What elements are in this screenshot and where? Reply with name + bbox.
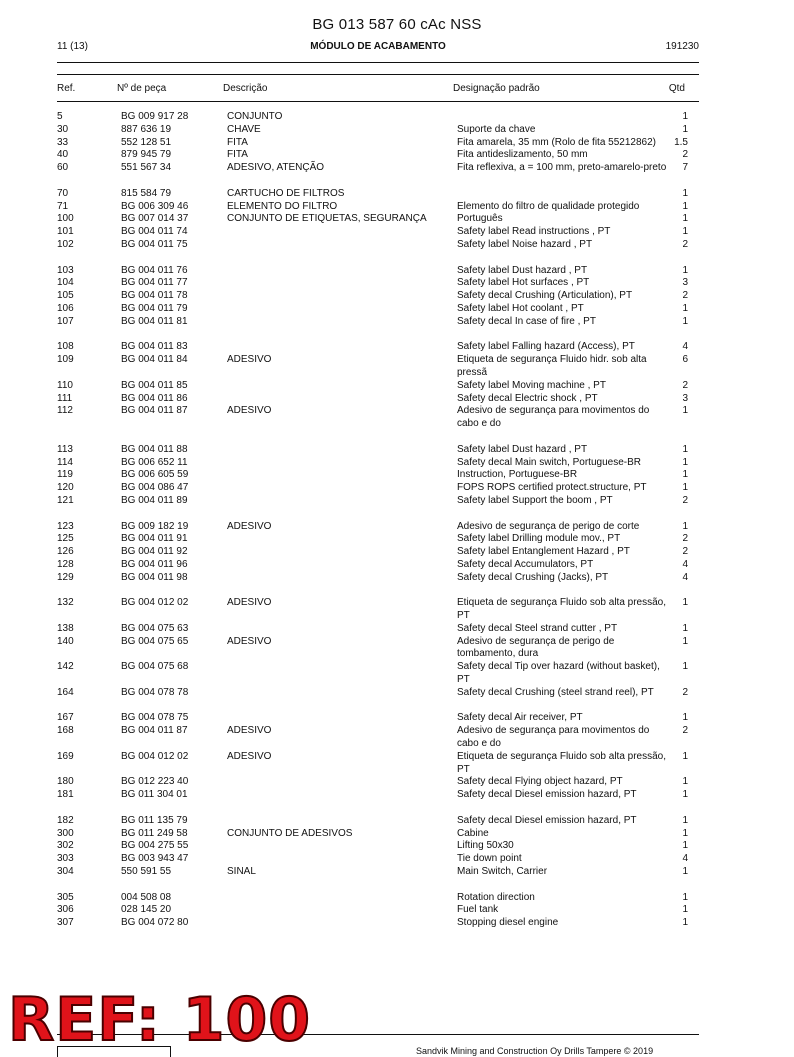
ref-cell: 169	[57, 750, 74, 762]
standard-designation-cell	[457, 111, 667, 124]
quantity-cell: 1	[682, 405, 688, 417]
column-ref: Ref.	[57, 83, 76, 94]
ref-cell: 164	[57, 686, 74, 698]
standard-designation-cell: Safety decal Air receiver, PT	[457, 712, 583, 724]
quantity-cell: 1	[682, 827, 688, 839]
table-row	[57, 213, 699, 226]
standard-designation-cell: Safety label Hot surfaces , PT	[457, 277, 590, 289]
standard-designation-cell: Safety decal Electric shock , PT	[457, 392, 598, 404]
quantity-cell: 1	[682, 866, 688, 878]
ref-cell: 119	[57, 469, 73, 481]
standard-designation-cell: Safety label Moving machine , PT	[457, 379, 606, 391]
part-number-cell: 887 636 19	[121, 123, 172, 135]
ref-cell: 103	[57, 264, 74, 276]
standard-designation-cell: Safety label Support the boom , PT	[457, 494, 613, 506]
ref-cell: 138	[57, 622, 74, 634]
quantity-cell: 1	[682, 111, 688, 122]
part-number-cell: BG 004 011 86	[121, 392, 188, 404]
part-number-cell: BG 004 012 02	[121, 750, 189, 762]
part-number-cell: BG 004 011 81	[121, 315, 188, 327]
quantity-cell: 3	[682, 392, 688, 404]
standard-designation-cell: Safety decal Diesel emission hazard, PT	[457, 814, 637, 826]
group-spacer	[57, 431, 699, 444]
table-row	[57, 265, 699, 278]
ref-cell: 113	[57, 443, 73, 455]
table-row	[57, 482, 699, 495]
ref-cell: 5	[57, 111, 63, 122]
quantity-cell: 1	[682, 789, 688, 801]
quantity-cell: 1	[682, 750, 688, 762]
table-row	[57, 341, 699, 354]
ref-cell: 107	[57, 315, 74, 327]
ref-cell: 108	[57, 341, 74, 353]
ref-cell: 128	[57, 558, 74, 570]
part-number-cell: BG 004 011 98	[121, 571, 188, 583]
table-row	[57, 572, 699, 585]
ref-cell: 121	[57, 494, 74, 506]
part-number-cell: BG 004 011 76	[121, 264, 188, 276]
quantity-cell: 1	[682, 776, 688, 788]
table-row	[57, 725, 699, 751]
table-row	[57, 495, 699, 508]
column-part-number: Nº de peça	[117, 83, 167, 94]
table-row	[57, 111, 699, 124]
description-cell: CHAVE	[227, 123, 261, 135]
quantity-cell: 1	[682, 712, 688, 724]
group-spacer	[57, 252, 699, 265]
table-row	[57, 277, 699, 290]
quantity-cell: 1	[682, 200, 688, 212]
table-row	[57, 687, 699, 700]
standard-designation-cell: Stopping diesel engine	[457, 917, 559, 929]
part-number-cell: BG 009 182 19	[121, 520, 189, 532]
ref-cell: 123	[57, 520, 74, 532]
standard-designation-cell: Safety label Dust hazard , PT	[457, 443, 588, 455]
quantity-cell: 1	[682, 520, 688, 532]
page-number: 11 (13)	[57, 41, 88, 52]
description-cell: ADESIVO	[227, 405, 272, 417]
ref-cell: 60	[57, 162, 69, 174]
quantity-cell: 4	[682, 341, 688, 353]
quantity-cell: 2	[682, 149, 688, 161]
table-row	[57, 405, 699, 431]
quantity-cell: 1	[682, 264, 688, 276]
part-number-cell: BG 009 917 28	[121, 111, 189, 122]
quantity-cell: 1	[682, 597, 688, 609]
group-spacer	[57, 879, 699, 892]
table-row	[57, 866, 699, 879]
part-number-cell: BG 004 011 87	[121, 405, 188, 417]
table-row	[57, 354, 699, 380]
standard-designation-cell: Safety decal Crushing (Articulation), PT	[457, 290, 633, 302]
ref-cell: 142	[57, 661, 74, 673]
ref-cell: 106	[57, 302, 74, 314]
column-standard-designation: Designação padrão	[453, 83, 540, 94]
standard-designation-cell: Instruction, Portuguese-BR	[457, 469, 578, 481]
standard-designation-cell: Safety label Entanglement Hazard , PT	[457, 546, 630, 558]
standard-designation-cell: Fita antideslizamento, 50 mm	[457, 149, 588, 161]
ref-cell: 305	[57, 891, 74, 903]
description-cell: ADESIVO	[227, 750, 272, 762]
standard-designation-cell: Safety decal Accumulators, PT	[457, 558, 594, 570]
quantity-cell: 2	[682, 290, 688, 302]
part-number-cell: 550 591 55	[121, 866, 172, 878]
ref-cell: 102	[57, 238, 74, 250]
quantity-cell: 1.5	[674, 136, 688, 148]
table-row	[57, 712, 699, 725]
part-number-cell: BG 011 304 01	[121, 789, 188, 801]
table-row	[57, 789, 699, 802]
standard-designation-cell: Main Switch, Carrier	[457, 866, 548, 878]
quantity-cell: 1	[682, 891, 688, 903]
quantity-cell: 1	[682, 213, 688, 225]
description-cell: ADESIVO	[227, 354, 272, 366]
part-number-cell: BG 006 652 11	[121, 456, 188, 468]
part-number-cell: BG 006 309 46	[121, 200, 189, 212]
quantity-cell: 7	[682, 162, 688, 174]
part-number-cell: 028 145 20	[121, 904, 172, 916]
part-number-cell: 552 128 51	[121, 136, 172, 148]
description-cell: CONJUNTO	[227, 111, 283, 122]
part-number-cell: BG 004 011 92	[121, 546, 188, 558]
footer-copyright: Sandvik Mining and Construction Oy Drills Tampere © 2019	[416, 1046, 654, 1056]
part-number-cell: BG 004 011 87	[121, 725, 188, 737]
table-row	[57, 149, 699, 162]
ref-cell: 181	[57, 789, 74, 801]
quantity-cell: 2	[682, 533, 688, 545]
ref-cell: 129	[57, 571, 74, 583]
standard-designation-cell: Etiqueta de segurança Fluido sob alta pressão, PT	[457, 597, 667, 622]
quantity-cell: 4	[682, 853, 688, 865]
standard-designation-cell: Rotation direction	[457, 891, 535, 903]
table-row	[57, 840, 699, 853]
table-row	[57, 239, 699, 252]
quantity-cell: 1	[682, 226, 688, 238]
description-cell: ADESIVO, ATENÇÃO	[227, 162, 325, 174]
standard-designation-cell: Adesivo de segurança para movimentos do cabo e do	[457, 725, 650, 750]
part-number-cell: BG 004 075 68	[121, 661, 189, 673]
ref-cell: 100	[57, 213, 74, 225]
table-row	[57, 533, 699, 546]
ref-cell: 111	[57, 392, 73, 404]
standard-designation-cell: Adesivo de segurança de perigo de corte	[457, 520, 640, 532]
standard-designation-cell: FOPS ROPS certified protect.structure, PT	[457, 482, 647, 494]
ref-cell: 110	[57, 379, 73, 391]
quantity-cell: 1	[682, 456, 688, 468]
ref-cell: 105	[57, 290, 74, 302]
ref-cell: 304	[57, 866, 74, 878]
table-row	[57, 393, 699, 406]
part-number-cell: BG 004 086 47	[121, 482, 189, 494]
part-number-cell: BG 004 011 85	[121, 379, 188, 391]
table-row	[57, 892, 699, 905]
standard-designation-cell: Safety label Read instructions , PT	[457, 226, 611, 238]
table-row	[57, 444, 699, 457]
table-row	[57, 751, 699, 777]
part-number-cell: BG 006 605 59	[121, 469, 189, 481]
standard-designation-cell: Fuel tank	[457, 904, 499, 916]
standard-designation-cell: Lifting 50x30	[457, 840, 514, 852]
table-header	[57, 83, 699, 97]
quantity-cell: 3	[682, 277, 688, 289]
standard-designation-cell: Safety decal Main switch, Portuguese-BR	[457, 456, 641, 468]
parts-table-body	[57, 111, 699, 930]
ref-cell: 30	[57, 123, 69, 135]
table-row	[57, 904, 699, 917]
table-row	[57, 623, 699, 636]
table-row	[57, 201, 699, 214]
column-quantity: Qtd	[668, 83, 685, 94]
ref-cell: 140	[57, 635, 74, 647]
table-row	[57, 226, 699, 239]
standard-designation-cell: Safety decal Crushing (Jacks), PT	[457, 571, 609, 583]
header-divider	[57, 62, 699, 63]
table-top-rule	[57, 74, 699, 75]
standard-designation-cell: Elemento do filtro de qualidade protegido	[457, 200, 640, 212]
table-row	[57, 303, 699, 316]
part-number-cell: BG 004 012 02	[121, 597, 189, 609]
ref-cell: 40	[57, 149, 69, 161]
ref-cell: 168	[57, 725, 74, 737]
description-cell: CARTUCHO DE FILTROS	[227, 187, 345, 199]
standard-designation-cell: Safety label Dust hazard , PT	[457, 264, 588, 276]
part-number-cell: 004 508 08	[121, 891, 172, 903]
quantity-cell: 1	[682, 482, 688, 494]
part-number-cell: BG 004 011 78	[121, 290, 188, 302]
reference-stamp: REF: 100	[8, 985, 312, 1055]
table-row	[57, 521, 699, 534]
group-spacer	[57, 175, 699, 188]
part-number-cell: BG 004 011 84	[121, 354, 188, 366]
column-description: Descrição	[223, 83, 268, 94]
ref-cell: 300	[57, 827, 74, 839]
table-row	[57, 137, 699, 150]
table-row	[57, 469, 699, 482]
standard-designation-cell: Português	[457, 213, 503, 225]
table-row	[57, 188, 699, 201]
description-cell: ADESIVO	[227, 520, 272, 532]
quantity-cell: 1	[682, 469, 688, 481]
document-title: BG 013 587 60 cAc NSS	[312, 16, 482, 33]
ref-cell: 126	[57, 546, 74, 558]
part-number-cell: BG 011 135 79	[121, 814, 188, 826]
part-number-cell: BG 004 011 88	[121, 443, 188, 455]
quantity-cell: 4	[682, 558, 688, 570]
quantity-cell: 1	[682, 302, 688, 314]
ref-cell: 109	[57, 354, 74, 366]
standard-designation-cell: Safety decal Crushing (steel strand reel), PT	[457, 686, 654, 698]
standard-designation-cell: Safety decal In case of fire , PT	[457, 315, 596, 327]
part-number-cell: BG 003 943 47	[121, 853, 189, 865]
quantity-cell: 1	[682, 622, 688, 634]
standard-designation-cell: Etiqueta de segurança Fluido sob alta pressão, PT	[457, 750, 667, 775]
standard-designation-cell: Safety label Noise hazard , PT	[457, 238, 593, 250]
quantity-cell: 2	[682, 379, 688, 391]
table-row	[57, 815, 699, 828]
part-number-cell: 551 567 34	[121, 162, 172, 174]
standard-designation-cell: Safety label Falling hazard (Access), PT	[457, 341, 635, 353]
quantity-cell: 1	[682, 661, 688, 673]
standard-designation-cell: Adesivo de segurança de perigo de tombamento, dura	[457, 635, 615, 660]
description-cell: CONJUNTO DE ADESIVOS	[227, 827, 353, 839]
table-row	[57, 776, 699, 789]
table-row	[57, 917, 699, 930]
description-cell: ADESIVO	[227, 597, 272, 609]
standard-designation-cell: Safety label Drilling module mov., PT	[457, 533, 621, 545]
ref-cell: 306	[57, 904, 74, 916]
table-row	[57, 828, 699, 841]
part-number-cell: 879 945 79	[121, 149, 172, 161]
table-row	[57, 661, 699, 687]
ref-cell: 33	[57, 136, 69, 148]
ref-cell: 307	[57, 917, 74, 929]
table-row	[57, 380, 699, 393]
part-number-cell: BG 004 075 65	[121, 635, 189, 647]
standard-designation-cell: Safety decal Steel strand cutter , PT	[457, 622, 618, 634]
section-title: MÓDULO DE ACABAMENTO	[310, 41, 446, 52]
quantity-cell: 2	[682, 494, 688, 506]
table-row	[57, 124, 699, 137]
part-number-cell: BG 004 072 80	[121, 917, 189, 929]
ref-cell: 101	[57, 226, 74, 238]
description-cell: ELEMENTO DO FILTRO	[227, 200, 338, 212]
standard-designation-cell: Etiqueta de segurança Fluido hidr. sob alta pressã	[457, 354, 647, 378]
table-row	[57, 597, 699, 623]
table-row	[57, 162, 699, 175]
standard-designation-cell: Tie down point	[457, 853, 522, 865]
quantity-cell: 1	[682, 187, 688, 199]
table-row	[57, 853, 699, 866]
quantity-cell: 2	[682, 725, 688, 737]
standard-designation-cell: Cabine	[457, 827, 489, 839]
table-row	[57, 290, 699, 303]
ref-cell: 70	[57, 187, 69, 199]
ref-cell: 302	[57, 840, 74, 852]
ref-cell: 112	[57, 405, 73, 417]
document-date: 191230	[665, 41, 699, 52]
group-spacer	[57, 700, 699, 713]
quantity-cell: 2	[682, 686, 688, 698]
ref-cell: 71	[57, 200, 69, 212]
standard-designation-cell: Safety label Hot coolant , PT	[457, 302, 584, 314]
ref-cell: 180	[57, 776, 74, 788]
group-spacer	[57, 802, 699, 815]
standard-designation-cell	[457, 188, 667, 201]
part-number-cell: BG 004 011 89	[121, 494, 188, 506]
part-number-cell: BG 004 011 75	[121, 238, 188, 250]
part-number-cell: BG 004 275 55	[121, 840, 189, 852]
part-number-cell: BG 004 011 96	[121, 558, 188, 570]
standard-designation-cell: Fita reflexiva, a = 100 mm, preto-amarelo-preto	[457, 162, 667, 174]
standard-designation-cell: Safety decal Diesel emission hazard, PT	[457, 789, 637, 801]
table-header-rule	[57, 101, 699, 102]
description-cell: SINAL	[227, 866, 256, 878]
ref-cell: 132	[57, 597, 74, 609]
quantity-cell: 2	[682, 546, 688, 558]
quantity-cell: 1	[682, 635, 688, 647]
quantity-cell: 1	[682, 917, 688, 929]
part-number-cell: BG 007 014 37	[121, 213, 189, 225]
description-cell: ADESIVO	[227, 635, 272, 647]
description-cell: ADESIVO	[227, 725, 272, 737]
quantity-cell: 1	[682, 123, 688, 135]
quantity-cell: 1	[682, 840, 688, 852]
ref-cell: 182	[57, 814, 74, 826]
quantity-cell: 6	[682, 354, 688, 366]
ref-cell: 120	[57, 482, 74, 494]
table-row	[57, 546, 699, 559]
part-number-cell: BG 004 011 77	[121, 277, 188, 289]
quantity-cell: 1	[682, 904, 688, 916]
ref-cell: 114	[57, 456, 73, 468]
quantity-cell: 4	[682, 571, 688, 583]
page-header	[57, 41, 699, 55]
part-number-cell: BG 004 078 75	[121, 712, 189, 724]
group-spacer	[57, 329, 699, 342]
description-cell: CONJUNTO DE ETIQUETAS, SEGURANÇA	[227, 213, 427, 225]
group-spacer	[57, 508, 699, 521]
part-number-cell: BG 004 078 78	[121, 686, 189, 698]
ref-cell: 303	[57, 853, 74, 865]
part-number-cell: BG 004 011 74	[121, 226, 188, 238]
part-number-cell: BG 012 223 40	[121, 776, 189, 788]
table-row	[57, 559, 699, 572]
quantity-cell: 1	[682, 443, 688, 455]
ref-cell: 104	[57, 277, 74, 289]
standard-designation-cell: Fita amarela, 35 mm (Rolo de fita 55212862)	[457, 136, 656, 148]
standard-designation-cell: Safety decal Flying object hazard, PT	[457, 776, 623, 788]
standard-designation-cell: Suporte da chave	[457, 123, 536, 135]
group-spacer	[57, 584, 699, 597]
standard-designation-cell: Adesivo de segurança para movimentos do cabo e do	[457, 405, 650, 430]
table-row	[57, 636, 699, 662]
table-row	[57, 316, 699, 329]
part-number-cell: BG 004 011 91	[121, 533, 188, 545]
part-number-cell: BG 004 075 63	[121, 622, 189, 634]
part-number-cell: BG 004 011 79	[121, 302, 188, 314]
ref-cell: 167	[57, 712, 74, 724]
ref-cell: 125	[57, 533, 74, 545]
part-number-cell: BG 004 011 83	[121, 341, 188, 353]
description-cell: FITA	[227, 136, 248, 148]
quantity-cell: 2	[682, 238, 688, 250]
standard-designation-cell: Safety decal Tip over hazard (without basket), PT	[457, 661, 660, 686]
part-number-cell: 815 584 79	[121, 187, 172, 199]
part-number-cell: BG 011 249 58	[121, 827, 188, 839]
quantity-cell: 1	[682, 814, 688, 826]
description-cell: FITA	[227, 149, 248, 161]
quantity-cell: 1	[682, 315, 688, 327]
table-row	[57, 457, 699, 470]
